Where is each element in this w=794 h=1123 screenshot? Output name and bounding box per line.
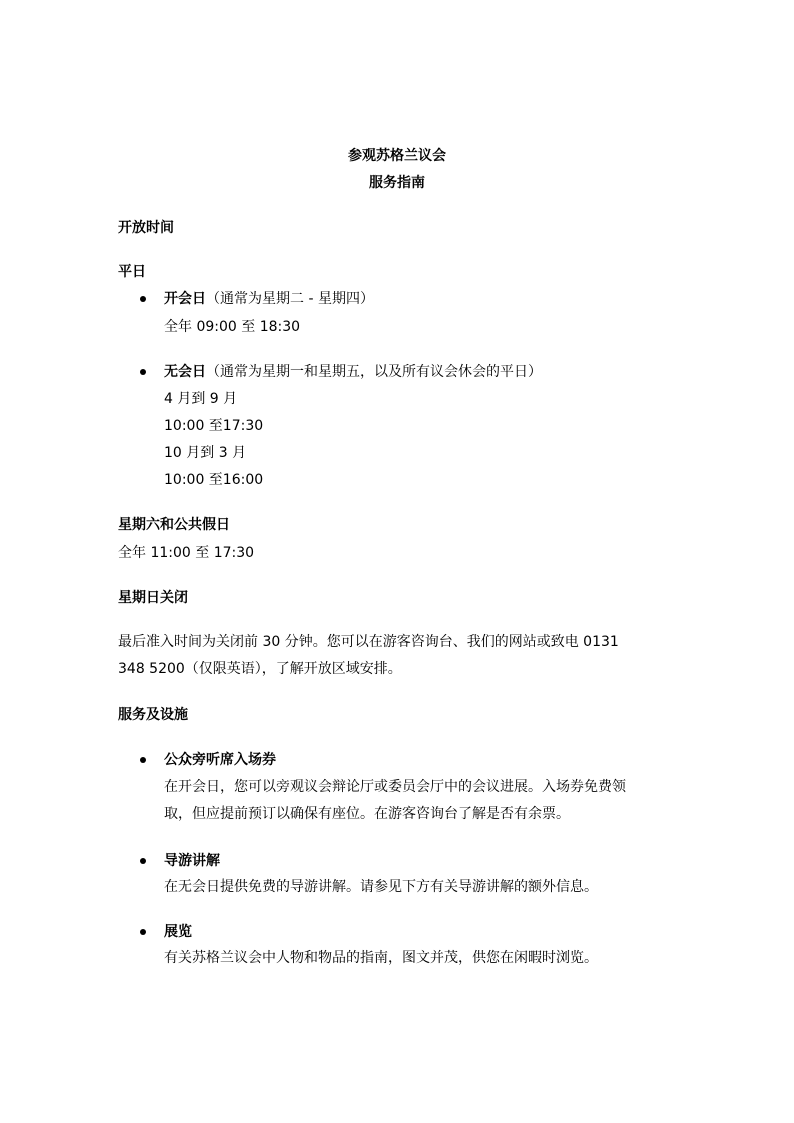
last-entry-note-line2: 348 5200（仅限英语），了解开放区域安排。 xyxy=(118,661,402,677)
sitting-days-note: （通常为星期二 - 星期四） xyxy=(206,291,374,307)
bullet-exhibition xyxy=(140,929,146,935)
weekdays-heading: 平日 xyxy=(118,264,146,280)
sitting-days-time: 全年 09:00 至 18:30 xyxy=(164,319,301,335)
bullet-guided-tours xyxy=(140,858,146,864)
weekend-heading: 星期六和公共假日 xyxy=(118,517,230,533)
sitting-days-label: 开会日 xyxy=(164,291,206,307)
document-title: 参观苏格兰议会 xyxy=(348,148,446,164)
bullet-sitting-days xyxy=(140,296,146,302)
gallery-tickets-text-line1: 在开会日，您可以旁观议会辩论厅或委员会厅中的会议进展。入场券免费领 xyxy=(164,779,626,795)
non-sitting-days-label: 无会日 xyxy=(164,364,206,380)
gallery-tickets-text-line2: 取，但应提前预订以确保有座位。在游客咨询台了解是否有余票。 xyxy=(164,806,570,822)
services-heading: 服务及设施 xyxy=(118,707,188,723)
gallery-tickets-title: 公众旁听席入场券 xyxy=(164,752,276,768)
summer-period: 4 月到 9 月 xyxy=(164,391,238,407)
exhibition-text: 有关苏格兰议会中人物和物品的指南，图文并茂，供您在闲暇时浏览。 xyxy=(164,950,598,966)
non-sitting-days-note: （通常为星期一和星期五，以及所有议会休会的平日） xyxy=(206,364,542,380)
weekend-time: 全年 11:00 至 17:30 xyxy=(118,545,255,561)
non-sitting-days-line xyxy=(164,362,542,382)
last-entry-note-line1: 最后准入时间为关闭前 30 分钟。您可以在游客咨询台、我们的网站或致电 0131 xyxy=(118,634,619,650)
sunday-closed: 星期日关闭 xyxy=(118,590,188,606)
guided-tours-text: 在无会日提供免费的导游讲解。请参见下方有关导游讲解的额外信息。 xyxy=(164,879,598,895)
guided-tours-title: 导游讲解 xyxy=(164,853,220,869)
bullet-gallery-tickets xyxy=(140,757,146,763)
sitting-days-line xyxy=(164,289,374,309)
bullet-non-sitting-days xyxy=(140,369,146,375)
opening-hours-heading: 开放时间 xyxy=(118,220,174,236)
winter-time: 10:00 至16:00 xyxy=(164,472,264,488)
summer-time: 10:00 至17:30 xyxy=(164,418,264,434)
document-subtitle: 服务指南 xyxy=(369,175,425,191)
exhibition-title: 展览 xyxy=(164,924,192,940)
winter-period: 10 月到 3 月 xyxy=(164,445,247,461)
